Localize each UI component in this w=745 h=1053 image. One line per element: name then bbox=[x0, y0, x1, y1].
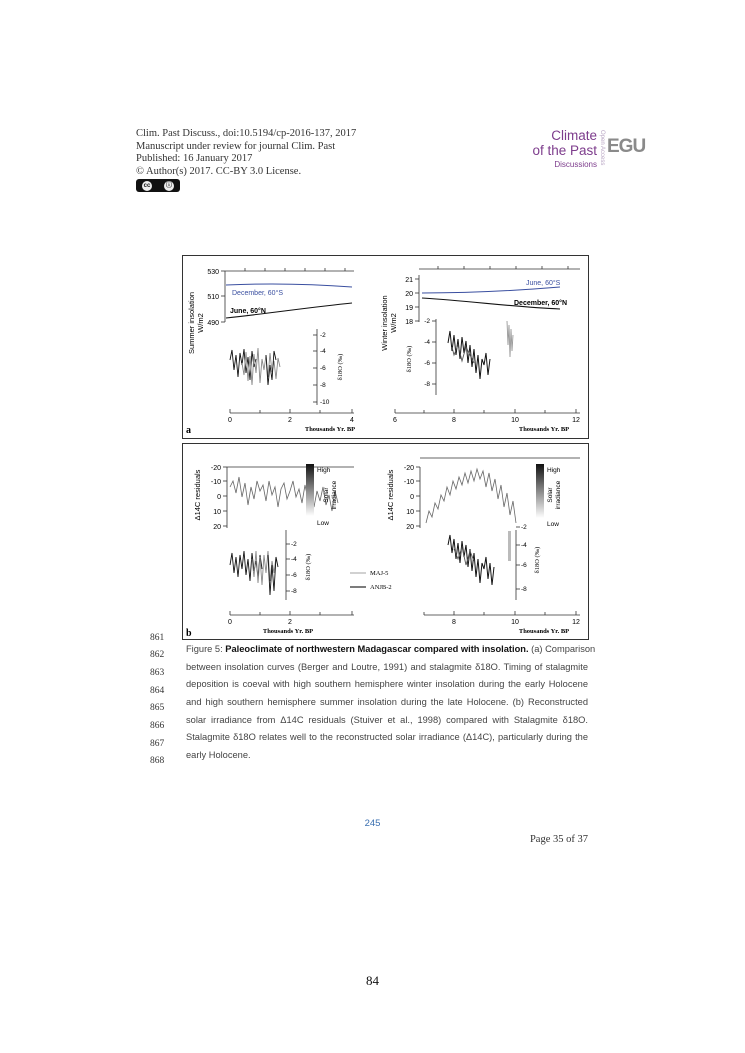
d18o-tick: -2 bbox=[320, 332, 326, 339]
d18o-axis-label: δ18O (‰) bbox=[305, 553, 312, 581]
logo-open-access: Open Access bbox=[599, 130, 605, 166]
d18o-tick: -4 bbox=[424, 339, 430, 346]
xtick: 4 bbox=[350, 417, 354, 424]
d14c-series bbox=[426, 469, 516, 523]
panel-b-left-xaxis bbox=[228, 611, 354, 635]
d18o-tick: -8 bbox=[320, 382, 326, 389]
xtick: 6 bbox=[393, 417, 397, 424]
d14c-axis-label: Δ14C residuals bbox=[386, 469, 395, 521]
ytick-490: 490 bbox=[207, 320, 219, 327]
bar-low-label: Low bbox=[547, 521, 559, 528]
anjb2-series bbox=[448, 535, 494, 585]
d18o-tick: -10 bbox=[320, 399, 330, 406]
panel-a-left-xaxis bbox=[228, 409, 355, 433]
d18o-tick: -2 bbox=[521, 524, 527, 531]
panel-b-label: b bbox=[186, 628, 192, 639]
caption-line: between insolation curves (Berger and Loutre, 1991) and stalagmite δ18O. Timing of stalagmite bbox=[186, 661, 588, 672]
xtick: 12 bbox=[572, 619, 580, 626]
caption-line: solar irradiance from Δ14C residuals (Stuiver et al., 1998) compared with Stalagmite δ18O. bbox=[186, 714, 588, 725]
xtick: 12 bbox=[572, 417, 580, 424]
maj5-series bbox=[507, 321, 513, 357]
ytick: 0 bbox=[217, 494, 221, 501]
line-number: 862 bbox=[150, 650, 165, 660]
june-60s-curve bbox=[422, 287, 560, 293]
caption-line: early Holocene. bbox=[186, 750, 251, 761]
caption-fig-label: Figure 5: bbox=[186, 644, 226, 654]
xtick: 10 bbox=[511, 619, 519, 626]
d18o-tick: -6 bbox=[291, 572, 297, 579]
ytick: 20 bbox=[406, 524, 414, 531]
bar-label-solar: Solar bbox=[547, 487, 554, 503]
ytick: -10 bbox=[210, 479, 221, 486]
egu-logo: EGU bbox=[607, 136, 646, 157]
by-icon: ⓘ bbox=[165, 182, 172, 189]
panel-b-right-d18o bbox=[448, 524, 541, 600]
bar-high-label: High bbox=[317, 467, 331, 474]
caption-line: and high southern hemisphere summer insolation during the late Holocene. (b) Reconstructed bbox=[186, 697, 588, 708]
ytick-18: 18 bbox=[405, 319, 413, 326]
winter-insolation-unit: W/m2 bbox=[389, 313, 398, 333]
summer-insolation-unit: W/m2 bbox=[196, 313, 205, 333]
cc-icon: cc bbox=[143, 182, 151, 189]
caption-line bbox=[186, 641, 596, 659]
winter-insolation-label: Winter insolation bbox=[380, 295, 389, 351]
line-number: 867 bbox=[150, 739, 165, 749]
line-number: 864 bbox=[150, 686, 165, 696]
december-60s-curve bbox=[226, 284, 352, 287]
ytick: -20 bbox=[403, 465, 414, 472]
june-60n-label: June, 60°N bbox=[230, 308, 266, 315]
figure-5 bbox=[182, 255, 592, 645]
header-doi: Clim. Past Discuss., doi:10.5194/cp-2016-137, 2017 bbox=[136, 128, 357, 139]
panel-a-left-d18o bbox=[230, 329, 344, 406]
xtick: 10 bbox=[511, 417, 519, 424]
ytick-510: 510 bbox=[207, 294, 219, 301]
journal-header bbox=[136, 128, 356, 178]
line-number: 868 bbox=[150, 756, 165, 766]
panel-b-left-d18o bbox=[230, 530, 312, 600]
d18o-tick: -4 bbox=[320, 348, 326, 355]
figure-caption bbox=[186, 641, 596, 765]
bar-label-solar: Solar bbox=[323, 487, 330, 503]
panel-a-label: a bbox=[186, 425, 191, 436]
d18o-axis-label: δ18O (‰) bbox=[406, 345, 413, 373]
caption-line-1-rest: (a) Comparison bbox=[528, 644, 596, 654]
d18o-tick: -4 bbox=[521, 542, 527, 549]
december-60s-label: December, 60°S bbox=[232, 290, 284, 297]
bar-high-label: High bbox=[547, 467, 561, 474]
d18o-axis-label: δ18O (‰) bbox=[534, 546, 541, 574]
logo-discussions: Discussions bbox=[554, 160, 597, 169]
d18o-tick: -2 bbox=[291, 541, 297, 548]
xaxis-label: Thousands Yr. BP bbox=[262, 628, 314, 635]
logo-climate: Climate bbox=[551, 128, 597, 143]
december-60n-label: December, 60°N bbox=[514, 300, 567, 307]
bar-label-irradiance: irradiance bbox=[555, 480, 562, 510]
summer-insolation-label: Summer insolation bbox=[187, 291, 196, 355]
header-published: Published: 16 January 2017 bbox=[136, 153, 253, 165]
xtick: 0 bbox=[228, 619, 232, 626]
line-number: 866 bbox=[150, 721, 165, 731]
d18o-tick: -6 bbox=[424, 360, 430, 367]
ytick-21: 21 bbox=[405, 277, 413, 284]
xaxis-label: Thousands Yr. BP bbox=[518, 628, 570, 635]
ytick-20: 20 bbox=[405, 291, 413, 298]
maj5-series bbox=[508, 531, 511, 561]
caption-title: Paleoclimate of northwestern Madagascar compared with insolation. bbox=[225, 644, 529, 654]
panel-b-right-xaxis bbox=[424, 611, 580, 635]
solar-irradiance-bar bbox=[306, 464, 314, 516]
d18o-tick: -6 bbox=[320, 365, 326, 372]
cc-license-badge bbox=[136, 179, 180, 192]
legend bbox=[350, 570, 392, 591]
xtick: 8 bbox=[452, 417, 456, 424]
xtick: 0 bbox=[228, 417, 232, 424]
ytick: 0 bbox=[410, 494, 414, 501]
xaxis-label: Thousands Yr. BP bbox=[518, 426, 570, 433]
logo-of-the-past: of the Past bbox=[532, 143, 597, 158]
panel-b-left-d14c bbox=[193, 464, 354, 531]
june-60s-label: June, 60°S bbox=[526, 280, 561, 287]
ytick: 10 bbox=[406, 509, 414, 516]
line-number: 861 bbox=[150, 633, 165, 643]
xtick: 8 bbox=[452, 619, 456, 626]
caption-line: Stalagmite δ18O relates well to the reconstructed solar irradiance (Δ14C), particularly during the bbox=[186, 732, 588, 743]
line-number: 865 bbox=[150, 703, 165, 713]
panel-a-right-insolation bbox=[380, 266, 580, 351]
xtick: 2 bbox=[288, 417, 292, 424]
bar-low-label: Low bbox=[317, 520, 329, 527]
header-review: Manuscript under review for journal Clim. Past bbox=[136, 140, 336, 152]
d18o-tick: -8 bbox=[424, 381, 430, 388]
d14c-series bbox=[230, 477, 338, 511]
manuscript-page-number: 245 bbox=[364, 818, 381, 829]
outer-page-number: 84 bbox=[366, 973, 379, 988]
d18o-tick: -4 bbox=[291, 556, 297, 563]
ytick: 20 bbox=[213, 524, 221, 531]
d18o-tick: -2 bbox=[424, 318, 430, 325]
panel-a-left-insolation bbox=[187, 268, 354, 354]
legend-anjb2-label: ANJB-2 bbox=[370, 584, 392, 591]
ytick-19: 19 bbox=[405, 305, 413, 312]
panel-b-right-d14c bbox=[386, 458, 580, 531]
d18o-tick: -8 bbox=[521, 586, 527, 593]
ytick: 10 bbox=[213, 509, 221, 516]
line-number: 863 bbox=[150, 668, 165, 678]
page-of-count: Page 35 of 37 bbox=[529, 834, 588, 845]
legend-maj5-label: MAJ-5 bbox=[370, 570, 389, 577]
d18o-axis-label: δ18O (‰) bbox=[337, 353, 344, 381]
ytick: -10 bbox=[403, 479, 414, 486]
header-license: © Author(s) 2017. CC-BY 3.0 License. bbox=[136, 165, 302, 177]
solar-irradiance-bar bbox=[536, 464, 544, 518]
d18o-tick: -6 bbox=[521, 562, 527, 569]
d14c-axis-label: Δ14C residuals bbox=[193, 469, 202, 521]
ytick: -20 bbox=[210, 465, 221, 472]
xaxis-label: Thousands Yr. BP bbox=[304, 426, 356, 433]
anjb2-series bbox=[230, 349, 256, 380]
ytick-530: 530 bbox=[207, 269, 219, 276]
journal-logo bbox=[525, 128, 646, 174]
xtick: 2 bbox=[288, 619, 292, 626]
panel-a-right-d18o bbox=[406, 318, 513, 395]
panel-a-right-xaxis bbox=[393, 409, 580, 433]
bar-label-irradiance: irradiance bbox=[331, 480, 338, 510]
caption-line: deposition is coeval with high southern hemisphere winter insolation during the early Holocene bbox=[186, 679, 588, 690]
d18o-tick: -8 bbox=[291, 588, 297, 595]
